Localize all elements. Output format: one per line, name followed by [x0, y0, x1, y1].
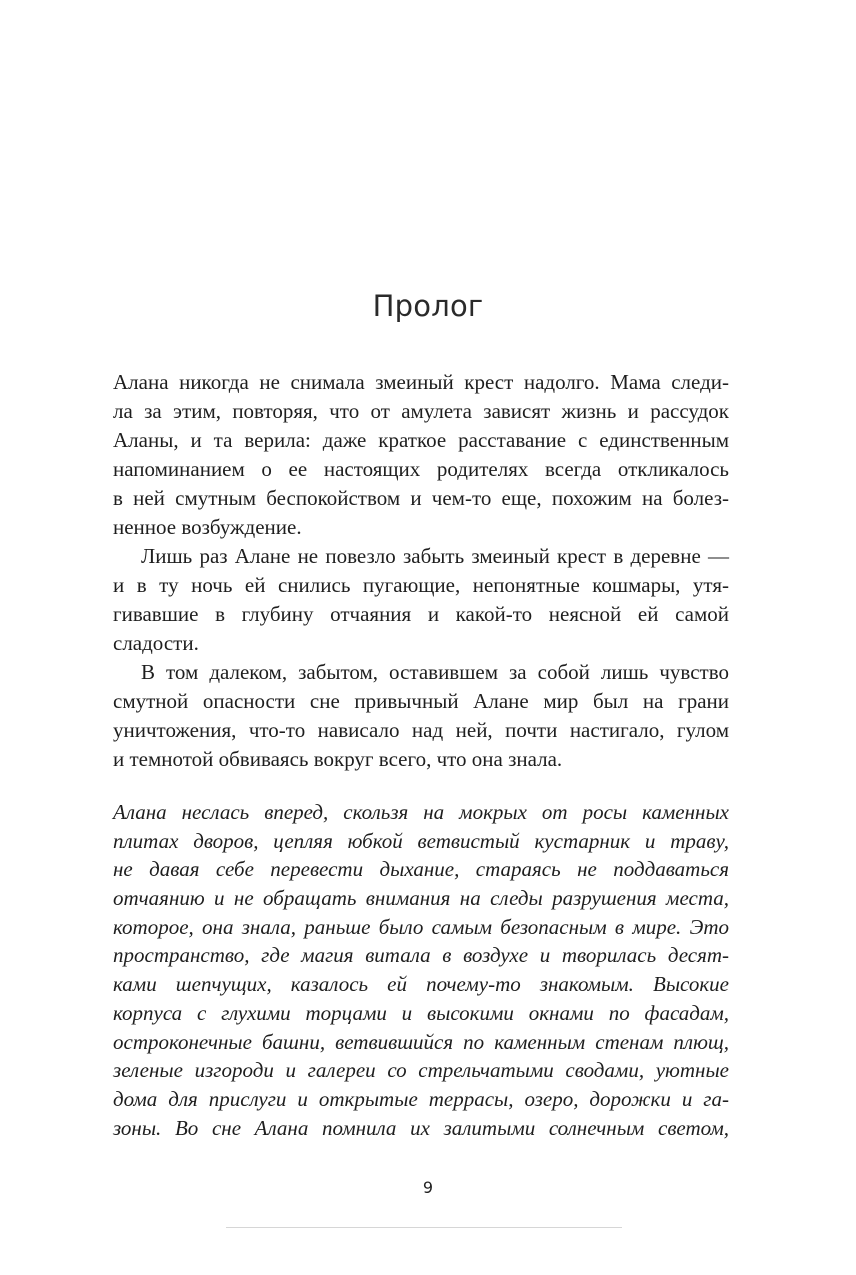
- text-line: в ней смутным беспокойством и чем-то еще, похожим на болез-: [113, 486, 729, 510]
- paragraph-3: [113, 658, 729, 774]
- italic-line: зеленые изгороди и галереи со стрельчатыми сводами, уютные: [113, 1058, 729, 1083]
- italic-dream-passage: [113, 798, 729, 1142]
- italic-line: ками шепчущих, казалось ей почему-то знакомым. Высокие: [113, 972, 729, 997]
- italic-line: отчаянию и не обращать внимания на следы разрушения места,: [113, 886, 729, 911]
- italic-line: остроконечные башни, ветвившийся по каменным стенам плющ,: [113, 1029, 729, 1054]
- italic-line: не давая себе перевести дыхание, стараясь не поддаваться: [113, 857, 729, 882]
- italic-line: Алана неслась вперед, скользя на мокрых от росы каменных: [113, 800, 729, 824]
- italic-line: зоны. Во сне Алана помнила их залитыми солнечным светом,: [113, 1115, 729, 1140]
- text-line: напоминанием о ее настоящих родителях всегда откликалось: [113, 457, 729, 481]
- text-line: В том далеком, забытом, оставившем за собой лишь чувство: [141, 660, 729, 684]
- italic-line: корпуса с глухими торцами и высокими окнами по фасадам,: [113, 1000, 729, 1025]
- italic-line: которое, она знала, раньше было самым безопасным в мире. Это: [113, 914, 729, 939]
- paragraph-1: [113, 368, 729, 542]
- text-line: уничтожения, что-то нависало над ней, почти настигало, гулом: [113, 718, 729, 742]
- chapter-title: Пролог: [372, 289, 484, 323]
- italic-line: плитах дворов, цепляя юбкой ветвистый кустарник и траву,: [113, 828, 729, 853]
- text-line: ла за этим, повторяя, что от амулета зависят жизнь и рассудок: [113, 399, 729, 423]
- text-line: и темнотой обвиваясь вокруг всего, что она знала.: [113, 747, 563, 771]
- footer-divider: [226, 1227, 622, 1228]
- italic-line: пространство, где магия витала в воздухе и творилась десят-: [113, 943, 729, 968]
- text-line: Аланы, и та верила: даже краткое расставание с единственным: [113, 428, 729, 452]
- page-number: 9: [422, 1178, 434, 1197]
- italic-line: дома для прислуги и открытые террасы, озеро, дорожки и га-: [113, 1086, 729, 1111]
- text-line: сладости.: [113, 631, 199, 655]
- paragraph-2: [113, 542, 729, 658]
- text-line: гивавшие в глубину отчаяния и какой-то неясной ей самой: [113, 602, 729, 626]
- text-line: смутной опасности сне привычный Алане мир был на грани: [113, 689, 729, 713]
- text-line: Алана никогда не снимала змеиный крест надолго. Мама следи-: [113, 370, 729, 394]
- text-line: ненное возбуждение.: [113, 515, 302, 539]
- text-line: и в ту ночь ей снились пугающие, непонятные кошмары, утя-: [113, 573, 729, 597]
- body-text: [113, 368, 729, 774]
- text-line: Лишь раз Алане не повезло забыть змеиный крест в деревне —: [141, 544, 729, 568]
